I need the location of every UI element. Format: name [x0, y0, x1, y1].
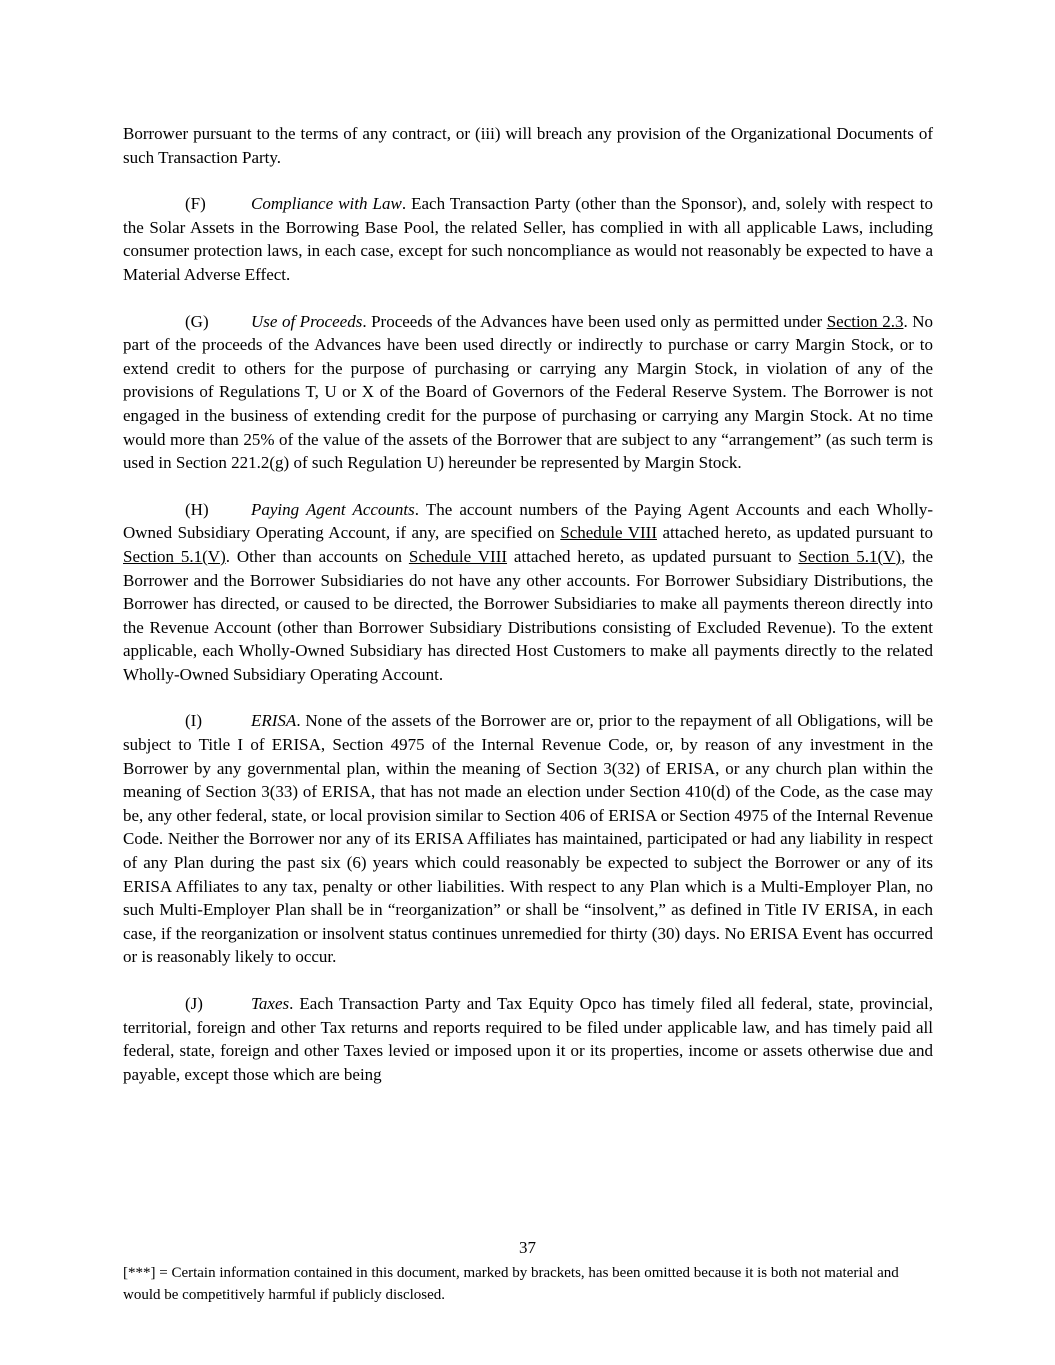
- paragraph-i-erisa: [123, 709, 933, 969]
- text-run: attached hereto, as updated pursuant to: [656, 523, 933, 543]
- text-run: Section 5.1(V): [123, 546, 226, 566]
- paragraph-continuation: [123, 122, 933, 169]
- paragraph-label: (I): [185, 711, 202, 731]
- text-run: . Each Transaction Party and Tax Equity Opco has timely filed all federal, state, provincial, territorial, foreign and other Tax returns and reports required to be filed under applicable law, and has timely paid all federal, state, foreign and other Taxes levied or imposed upon it or its properties, income or assets otherwise due and payable, except those which are being: [123, 994, 933, 1084]
- paragraph-label: (H): [185, 499, 209, 519]
- paragraph-f-compliance-with-law: [123, 192, 933, 286]
- text-run: . Proceeds of the Advances have been used only as permitted under: [362, 311, 827, 331]
- text-run: Paying Agent Accounts: [251, 499, 415, 519]
- text-run: Compliance with Law: [251, 194, 402, 214]
- text-run: Schedule VIII: [560, 523, 657, 543]
- document-body: [123, 122, 933, 1109]
- text-run: , the Borrower and the Borrower Subsidiaries do not have any other accounts. For Borrower Subsidiary Distributions, the Borrower has directed, or caused to be directed, the Borrower Subsidiaries to make all payments thereon directly into the Revenue Account (other than Borrower Subsidiary Distributions consisting of Excluded Revenue). To the extent applicable, each Wholly-Owned Subsidiary has directed Host Customers to make all payments directly to the related Wholly-Owned Subsidiary Operating Account.: [123, 546, 933, 684]
- text-run: Taxes: [251, 994, 290, 1013]
- paragraph-j-taxes: [123, 992, 933, 1086]
- text-run: . The account numbers of the Paying Agent Accounts and each Wholly-Owned Subsidiary Operating Account, if any, are specified on: [123, 499, 933, 543]
- text-run: Borrower pursuant to the terms of any contract, or (iii) will breach any provision of the Organizational Documents of such Transaction Party.: [123, 124, 933, 167]
- footnote: [***] = Certain information contained in this document, marked by brackets, has been omitted because it is both not material and would be competitively harmful if publicly disclosed.: [123, 1265, 899, 1303]
- text-run: ERISA: [251, 711, 297, 731]
- paragraph-h-paying-agent-accounts: [123, 498, 933, 687]
- text-run: . Other than accounts on: [225, 546, 409, 566]
- text-run: . Each Transaction Party (other than the Sponsor), and, solely with respect to the Solar Assets in the Borrowing Base Pool, the related Seller, has complied in with all applicable Laws, including consumer protection laws, in each case, except for such noncompliance as would not reasonably be expected to have a Material Adverse Effect.: [123, 194, 933, 284]
- paragraph-g-use-of-proceeds: [123, 310, 933, 475]
- text-run: attached hereto, as updated pursuant to: [507, 546, 799, 566]
- paragraph-label: (F): [185, 194, 206, 214]
- text-run: . None of the assets of the Borrower are or, prior to the repayment of all Obligations, will be subject to Title I of ERISA, Section 4975 of the Internal Revenue Code, or, by reason of any investment in the Borrower by any governmental plan, within the meaning of Section 3(32) of ERISA, or any church plan within the meaning of Section 3(33) of ERISA, that has not made an election under Section 410(d) of the Code, as the case may be, any other federal, state, or local provision similar to Section 406 of ERISA or Section 4975 of the Internal Revenue Code. Neither the Borrower nor any of its ERISA Affiliates has maintained, participated or had any liability in respect of any Plan during the past six (6) years which could reasonably be expected to subject the Borrower or any of its ERISA Affiliates to any tax, penalty or other liabilities. With respect to any Plan which is a Multi-Employer Plan, no such Multi-Employer Plan shall be in “reorganization” or shall be “insolvent,” as defined in Title IV ERISA, in each case, if the reorganization or insolvent status continues unremedied for thirty (30) days. No ERISA Event has occurred or is reasonably likely to occur.: [123, 711, 933, 967]
- paragraph-label: (J): [185, 994, 203, 1013]
- paragraph-label: (G): [185, 311, 209, 331]
- text-run: Schedule VIII: [408, 546, 508, 566]
- text-run: Section 2.3: [826, 311, 904, 331]
- text-run: . No part of the proceeds of the Advances have been used directly or indirectly to purchase or carry Margin Stock, or to extend credit to others for the purpose of purchasing or carrying any Margin Stock, in violation of any of the provisions of Regulations T, U or X of the Board of Governors of the Federal Reserve System. The Borrower is not engaged in the business of extending credit for the purpose of purchasing or carrying any Margin Stock. At no time would more than 25% of the value of the assets of the Borrower that are subject to any “arrangement” (as such term is used in Section 221.2(g) of such Regulation U) hereunder be represented by Margin Stock.: [123, 311, 933, 473]
- page-number: 37: [519, 1238, 536, 1257]
- text-run: Use of Proceeds: [251, 311, 363, 331]
- text-run: Section 5.1(V): [798, 546, 902, 566]
